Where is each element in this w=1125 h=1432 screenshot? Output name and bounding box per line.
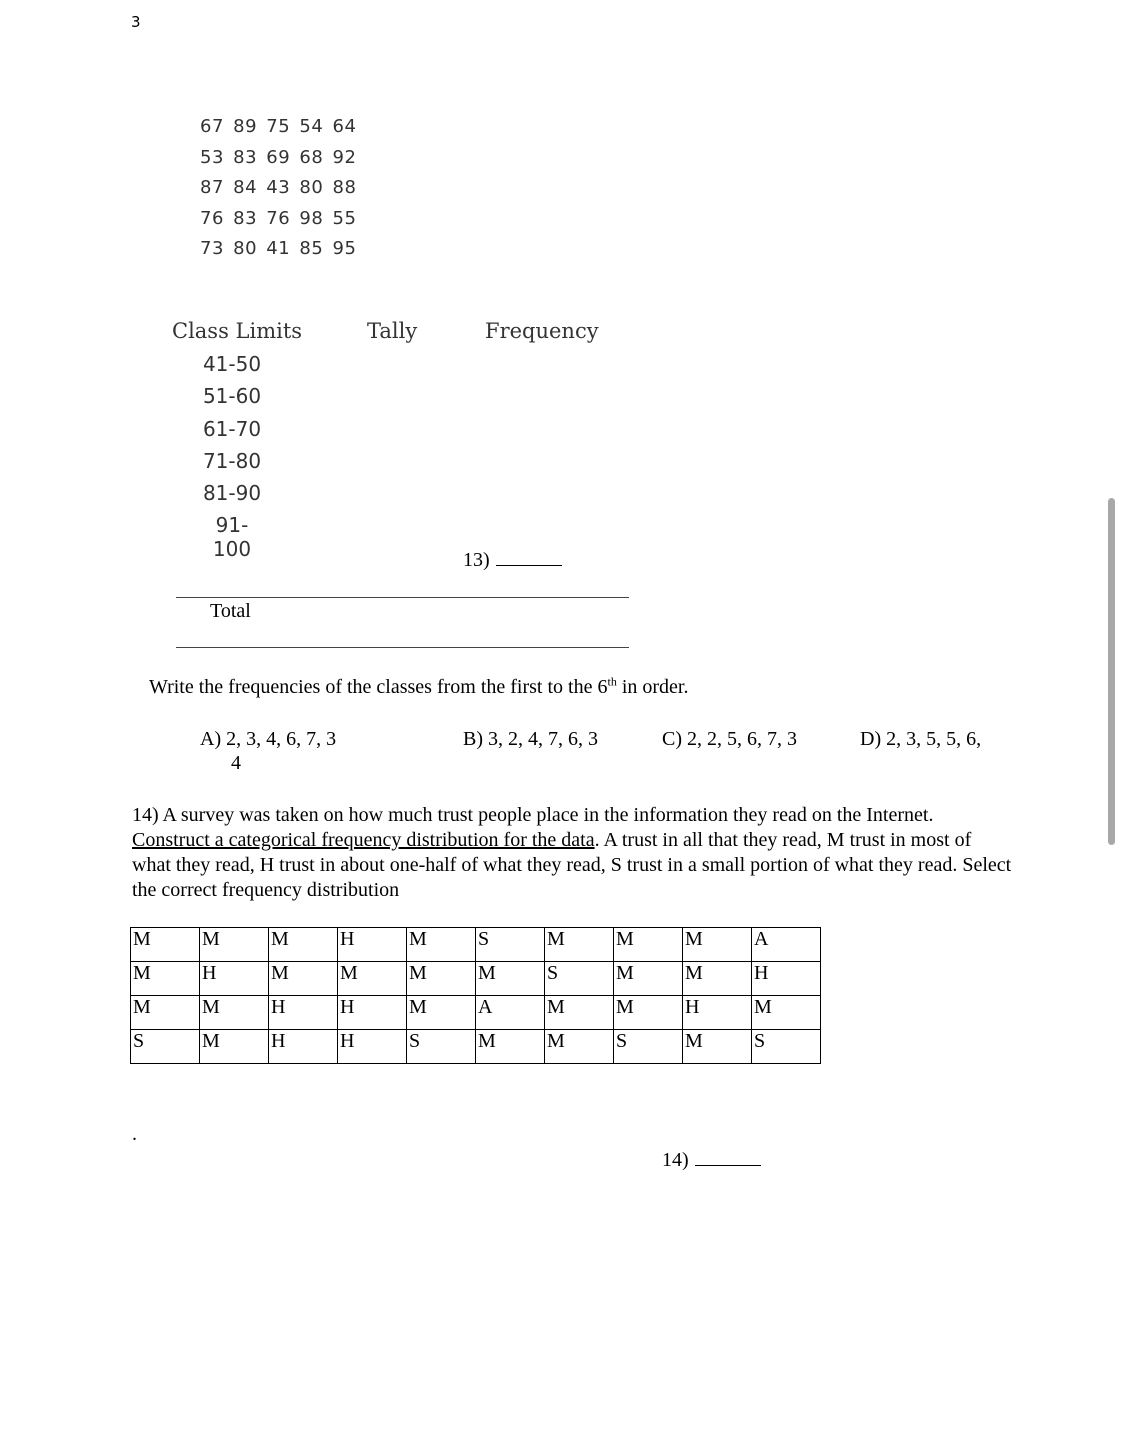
question-number: 13): [463, 549, 490, 571]
grid-cell: M: [683, 1030, 752, 1064]
grid-cell: M: [683, 962, 752, 996]
frequency-header: Frequency: [485, 319, 599, 343]
answer-line-13[interactable]: [463, 549, 562, 572]
grid-cell: M: [200, 996, 269, 1030]
question-text: 14) A survey was taken on how much trust people place in the information they read on the Internet.: [132, 804, 934, 826]
grid-cell: M: [338, 962, 407, 996]
divider: [176, 647, 629, 648]
grid-cell: H: [338, 996, 407, 1030]
total-label: Total: [210, 600, 251, 622]
grid-cell: S: [614, 1030, 683, 1064]
data-row: 76 83 76 98 55: [200, 208, 357, 229]
class-limits-header: Class Limits: [172, 319, 303, 343]
option-a-continued: 4: [231, 752, 241, 774]
class-row: 71-80: [202, 449, 262, 473]
grid-row: [131, 962, 821, 996]
question-number: 14): [662, 1149, 689, 1171]
data-row: 87 84 43 80 88: [200, 177, 357, 198]
data-row: 73 80 41 85 95: [200, 238, 357, 259]
grid-cell: M: [407, 962, 476, 996]
grid-cell: M: [476, 1030, 545, 1064]
ordinal-suffix: th: [607, 674, 617, 689]
grid-cell: M: [545, 996, 614, 1030]
grid-cell: M: [407, 996, 476, 1030]
grid-row: [131, 928, 821, 962]
grid-row: [131, 1030, 821, 1064]
grid-cell: M: [131, 928, 200, 962]
option-d[interactable]: D) 2, 3, 5, 5, 6,: [860, 728, 982, 750]
grid-cell: M: [614, 928, 683, 962]
option-c[interactable]: C) 2, 2, 5, 6, 7, 3: [662, 728, 797, 750]
grid-cell: M: [131, 996, 200, 1030]
q13-prompt: [149, 676, 688, 699]
grid-cell: H: [269, 996, 338, 1030]
option-a[interactable]: A) 2, 3, 4, 6, 7, 3: [200, 728, 337, 750]
option-b[interactable]: B) 3, 2, 4, 7, 6, 3: [463, 728, 598, 750]
grid-cell: M: [476, 962, 545, 996]
grid-cell: M: [545, 928, 614, 962]
underlined-instruction: Construct a categorical frequency distribution for the data: [132, 829, 595, 851]
grid-cell: H: [338, 928, 407, 962]
class-row: 51-60: [202, 384, 262, 408]
grid-cell: H: [200, 962, 269, 996]
grid-cell: S: [407, 1030, 476, 1064]
prompt-text: in order.: [616, 676, 689, 698]
grid-row: [131, 996, 821, 1030]
grid-cell: M: [614, 996, 683, 1030]
grid-cell: H: [683, 996, 752, 1030]
prompt-text: Write the frequencies of the classes from the first to the 6: [149, 676, 608, 698]
grid-cell: S: [131, 1030, 200, 1064]
q14-question-text: [132, 803, 1012, 903]
grid-cell: M: [752, 996, 821, 1030]
grid-cell: S: [476, 928, 545, 962]
grid-cell: H: [338, 1030, 407, 1064]
grid-cell: A: [752, 928, 821, 962]
class-row: 91-100: [212, 513, 252, 561]
grid-cell: M: [200, 928, 269, 962]
grid-cell: M: [614, 962, 683, 996]
page-number: 3: [131, 13, 141, 31]
stray-dot: .: [132, 1123, 137, 1145]
class-row: 61-70: [202, 417, 262, 441]
grid-cell: M: [131, 962, 200, 996]
data-row: 53 83 69 68 92: [200, 147, 357, 168]
tally-header: Tally: [367, 319, 418, 343]
answer-blank[interactable]: [695, 1151, 761, 1166]
grid-cell: H: [752, 962, 821, 996]
grid-cell: M: [269, 928, 338, 962]
grid-cell: M: [407, 928, 476, 962]
divider: [176, 597, 629, 598]
data-row: 67 89 75 54 64: [200, 116, 357, 137]
grid-cell: M: [545, 1030, 614, 1064]
grid-cell: M: [269, 962, 338, 996]
grid-cell: M: [200, 1030, 269, 1064]
class-row: 41-50: [202, 352, 262, 376]
vertical-scrollbar[interactable]: [1108, 498, 1115, 845]
answer-blank[interactable]: [496, 551, 562, 566]
class-row: 81-90: [202, 481, 262, 505]
answer-line-14[interactable]: [662, 1149, 761, 1172]
grid-cell: A: [476, 996, 545, 1030]
grid-cell: M: [683, 928, 752, 962]
grid-cell: S: [545, 962, 614, 996]
grid-cell: S: [752, 1030, 821, 1064]
question-text: . A trust in all that they read, M trust in most of what they read, H trust in about one-half of what they read, S trust in a small portion of what they read. Select the correct frequency distribution: [132, 829, 1012, 901]
survey-data-grid: [130, 927, 821, 1064]
grid-cell: H: [269, 1030, 338, 1064]
